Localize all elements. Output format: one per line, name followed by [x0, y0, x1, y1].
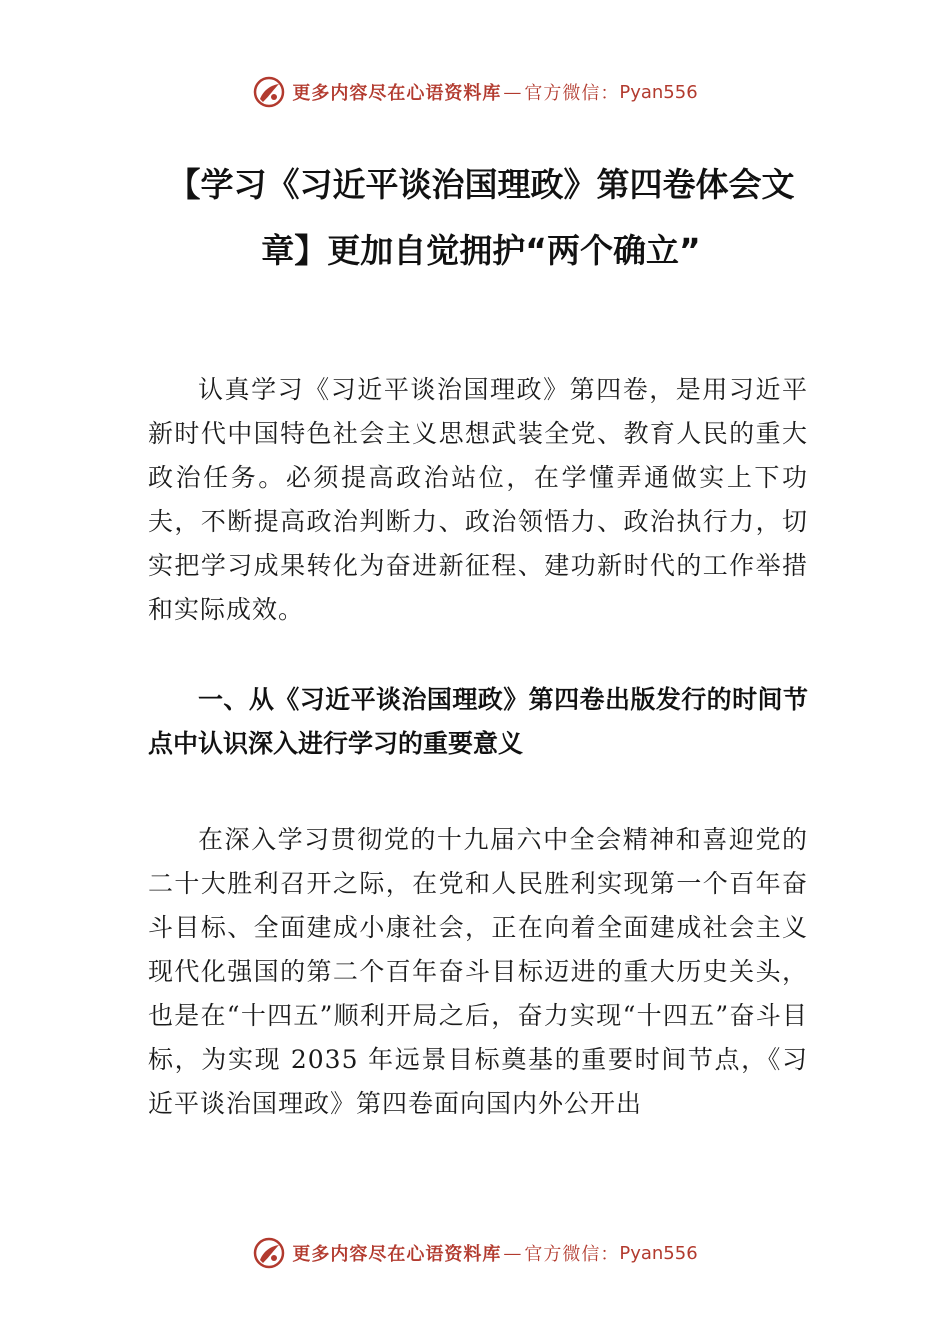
- watermark-wechat-id: Pyan556: [619, 1242, 698, 1264]
- watermark-label: 官方微信：: [524, 1244, 620, 1265]
- body-paragraph: 认真学习《习近平谈治国理政》第四卷，是用习近平新时代中国特色社会主义思想武装全党、教育人民的重大政治任务。必须提高政治站位，在学懂弄通做实上下功夫，不断提高政治判断力、政治领悟力、政治执行力，切实把学习成果转化为奋进新征程、建功新时代的工作举措和实际成效。: [148, 375, 808, 624]
- header-watermark: [0, 74, 950, 110]
- body-paragraph: 在深入学习贯彻党的十九届六中全会精神和喜迎党的二十大胜利召开之际，在党和人民胜利实现第一个百年奋斗目标、全面建成小康社会，正在向着全面建成社会主义现代化强国的第二个百年奋斗目标迈进的重大历史关头，也是在“十四五”顺利开局之后，奋力实现“十四五”奋斗目标，为实现 2035 年远景目标奠基的重要时间节点，《习近平谈治国理政》第四卷面向国内外公开出: [148, 825, 808, 1118]
- footer-watermark: [0, 1235, 950, 1271]
- brand-logo-icon: [252, 1236, 286, 1270]
- watermark-main-text: 更多内容尽在心语资料库: [292, 1244, 502, 1265]
- section-heading: 一、从《习近平谈治国理政》第四卷出版发行的时间节点中认识深入进行学习的重要意义: [148, 685, 808, 758]
- watermark-dash: —: [503, 1242, 523, 1264]
- watermark-label: 官方微信：: [524, 83, 620, 104]
- document-title: 【学习《习近平谈治国理政》第四卷体会文章】更加自觉拥护“两个确立”: [167, 165, 795, 270]
- watermark-dash: —: [503, 81, 523, 103]
- watermark-wechat-id: Pyan556: [619, 81, 698, 103]
- watermark-main-text: 更多内容尽在心语资料库: [292, 83, 502, 104]
- brand-logo-icon: [252, 75, 286, 109]
